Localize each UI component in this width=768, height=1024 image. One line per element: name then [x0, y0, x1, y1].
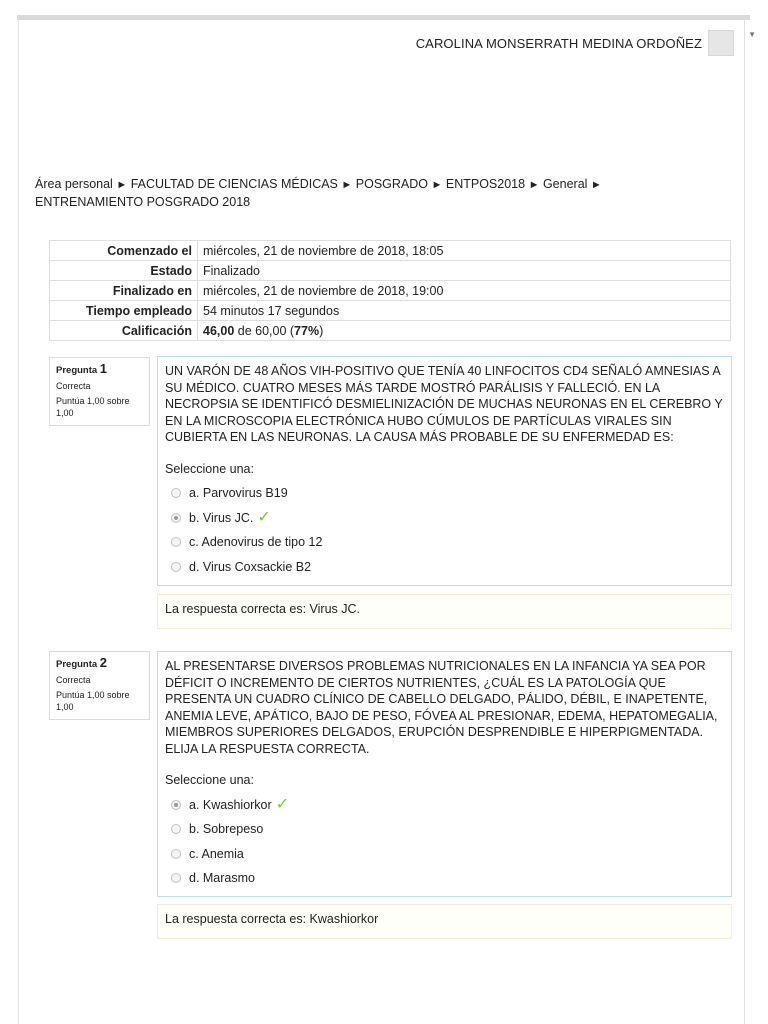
answer-options — [165, 793, 723, 891]
question-prompt: Seleccione una: — [165, 773, 254, 787]
answer-options — [165, 481, 723, 579]
question-number: 2 — [99, 655, 107, 670]
summary-row — [50, 301, 731, 321]
question-number: 1 — [99, 361, 107, 376]
summary-label: Tiempo empleado — [50, 301, 198, 321]
summary-value: 54 minutos 17 segundos — [198, 301, 731, 321]
question-info-1 — [49, 357, 150, 426]
radio-button[interactable] — [171, 849, 181, 859]
breadcrumb-item-quiz[interactable]: ENTRENAMIENTO POSGRADO 2018 — [35, 195, 251, 209]
option-label: d. Marasmo — [189, 871, 255, 885]
grade-value — [198, 321, 731, 341]
question-content-1 — [157, 356, 732, 586]
check-icon: ✓ — [257, 508, 271, 526]
user-menu[interactable] — [415, 30, 756, 56]
option-label: a. Kwashiorkor — [189, 797, 272, 812]
breadcrumb-separator: ► — [341, 179, 353, 191]
summary-label: Finalizado en — [50, 281, 198, 301]
answer-option[interactable] — [165, 866, 723, 891]
answer-option[interactable] — [165, 842, 723, 867]
question-label: Pregunta — [56, 659, 98, 670]
breadcrumb-separator: ► — [116, 179, 128, 191]
check-icon: ✓ — [275, 795, 290, 813]
answer-option[interactable] — [165, 506, 723, 531]
feedback-text: La respuesta correcta es: Virus JC. — [165, 602, 360, 616]
question-prompt: Seleccione una: — [165, 461, 254, 476]
summary-row — [50, 261, 731, 281]
summary-label: Comenzado el — [50, 241, 198, 261]
breadcrumb-item-posgrado[interactable]: POSGRADO — [355, 177, 429, 191]
breadcrumb — [35, 176, 675, 211]
question-label: Pregunta — [56, 365, 98, 376]
feedback-text: La respuesta correcta es: Kwashiorkor — [165, 912, 379, 926]
question-content-2 — [157, 651, 732, 897]
option-label: b. Sobrepeso — [189, 822, 264, 836]
radio-button[interactable] — [171, 537, 181, 547]
summary-row — [50, 281, 731, 301]
question-grade: Puntúa 1,00 sobre 1,00 — [56, 396, 130, 418]
question-state: Correcta — [56, 675, 91, 685]
attempt-summary-table — [49, 240, 731, 341]
radio-button[interactable] — [171, 824, 181, 834]
radio-button[interactable] — [171, 873, 181, 883]
radio-button[interactable] — [171, 488, 181, 498]
question-feedback-2 — [157, 904, 732, 939]
question-state: Correcta — [56, 381, 91, 391]
grade-score: 46,00 — [203, 323, 235, 338]
option-label: c. Adenovirus de tipo 12 — [189, 535, 323, 549]
breadcrumb-separator: ► — [528, 179, 540, 191]
grade-percent: 77% — [294, 323, 320, 338]
summary-row-grade — [50, 321, 731, 341]
answer-option[interactable] — [165, 817, 723, 842]
summary-value: miércoles, 21 de noviembre de 2018, 19:00 — [198, 281, 731, 301]
summary-value: Finalizado — [198, 261, 731, 281]
radio-button[interactable] — [171, 562, 181, 572]
answer-option[interactable] — [165, 530, 723, 555]
question-text: AL PRESENTARSE DIVERSOS PROBLEMAS NUTRICIONALES EN LA INFANCIA YA SEA POR DÉFICIT O INCREMENTO DE CIERTOS NUTRIENTES, ¿CUÁL ES LA PATOLOGÍA QUE PRESENTA UN CUADRO CLÍNICO DE CABELLO DELGADO, PÁLIDO, DÉBIL, E INAPETENTE, ANEMIA LEVE, APÁTICO, BAJO DE PESO, FÓVEA AL PRESIONAR, EDEMA, HEPATOMEGALIA, MIEMBROS SUPERIORES DELGADOS, ERUPCIÓN DESPRENDIBLE E HIPERPIGMENTADA. ELIJA LA RESPUESTA CORRECTA. — [165, 659, 718, 756]
chevron-down-icon[interactable]: ▼ — [748, 30, 756, 39]
summary-label: Calificación — [50, 321, 198, 341]
question-grade: Puntúa 1,00 sobre 1,00 — [56, 690, 130, 712]
option-label: a. Parvovirus B19 — [189, 486, 288, 500]
question-feedback-1 — [157, 594, 732, 629]
answer-option[interactable] — [165, 793, 723, 818]
breadcrumb-item-home[interactable]: Área personal — [35, 177, 113, 191]
avatar[interactable] — [708, 30, 734, 56]
question-text: UN VARÓN DE 48 AÑOS VIH-POSITIVO QUE TENÍA 40 LINFOCITOS CD4 SEÑALÓ AMNESIAS A SU MÉDICO. CUATRO MESES MÁS TARDE MOSTRÓ PARÁLISIS Y FALLECIÓ. EN LA NECROPSIA SE IDENTIFICÓ DESMIELINIZACIÓN DE MUCHAS NEURONAS EN EL CEREBRO Y EN LA MICROSCOPIA ELECTRÓNICA HUBO CÚMULOS DE PARTÍCULAS VIRALES SIN CUBIERTA EN LAS NEURONAS. LA CAUSA MÁS PROBABLE DE SU ENFERMEDAD ES: — [165, 364, 723, 444]
breadcrumb-separator: ► — [590, 179, 602, 191]
answer-option[interactable] — [165, 555, 723, 580]
summary-value: miércoles, 21 de noviembre de 2018, 18:05 — [198, 241, 731, 261]
summary-row — [50, 241, 731, 261]
breadcrumb-item-faculty[interactable]: FACULTAD DE CIENCIAS MÉDICAS — [130, 177, 338, 191]
user-name[interactable]: CAROLINA MONSERRATH MEDINA ORDOÑEZ — [415, 35, 702, 51]
grade-close: ) — [319, 323, 324, 338]
radio-button-checked[interactable] — [171, 513, 181, 523]
grade-total: de 60,00 ( — [234, 323, 295, 338]
breadcrumb-separator: ► — [431, 179, 443, 191]
option-label: d. Virus Coxsackie B2 — [189, 559, 312, 574]
breadcrumb-item-section[interactable]: General — [542, 177, 588, 191]
radio-button-checked[interactable] — [171, 800, 181, 810]
answer-option[interactable] — [165, 481, 723, 506]
option-label: b. Virus JC. — [189, 510, 254, 525]
breadcrumb-item-course[interactable]: ENTPOS2018 — [445, 177, 526, 191]
question-info-2 — [49, 651, 150, 720]
option-label: c. Anemia — [189, 846, 244, 861]
summary-label: Estado — [50, 261, 198, 281]
